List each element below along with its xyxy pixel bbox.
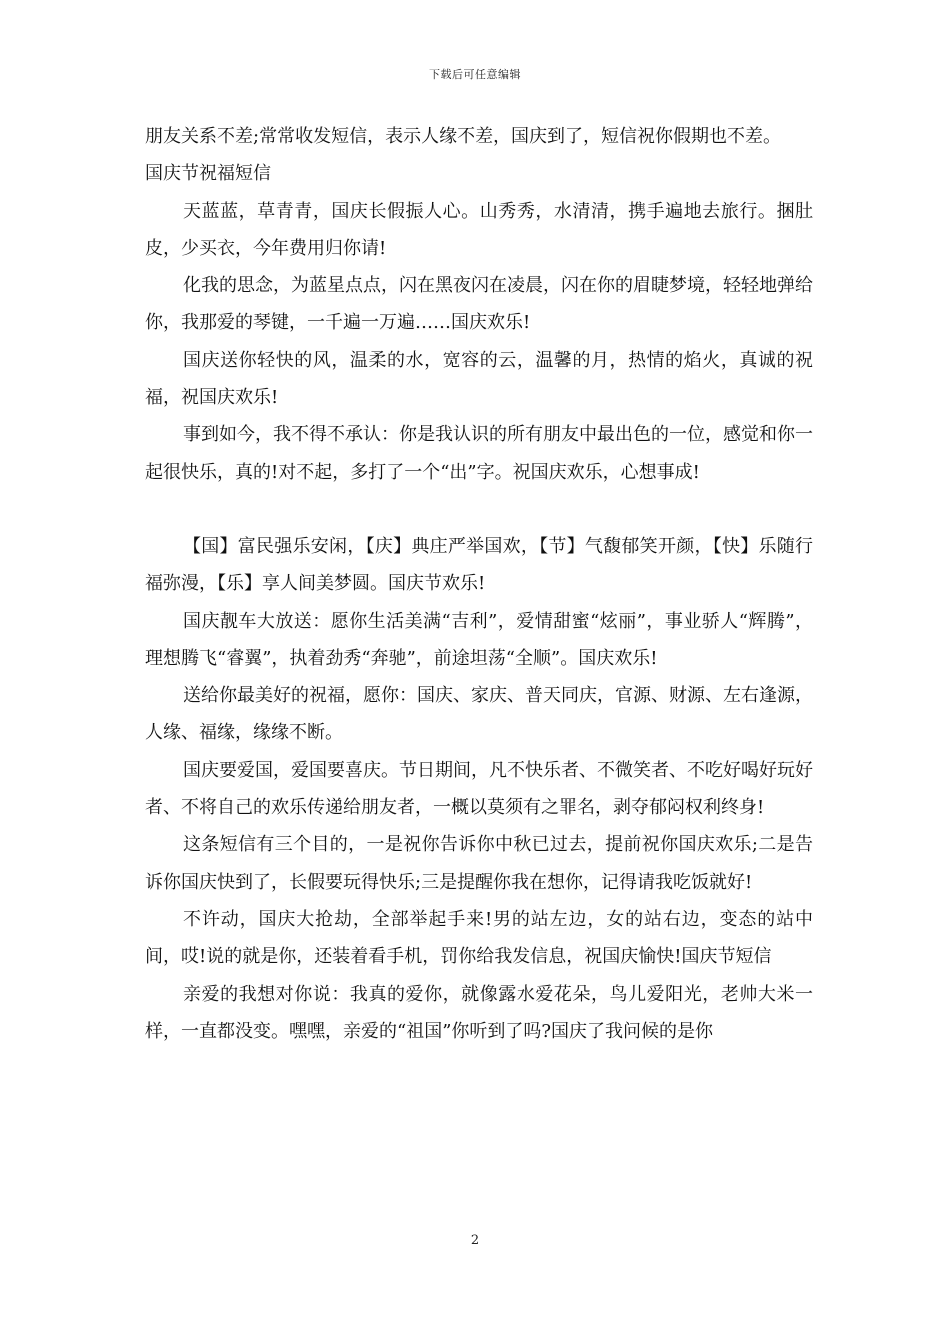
document-body: [145, 118, 813, 1050]
paragraph-8: 【国】富民强乐安闲，【庆】典庄严举国欢，【节】气馥郁笑开颜，【快】乐随行福弥漫，【乐】享人间美梦圆。国庆节欢乐!: [145, 535, 813, 595]
paragraph-12: 这条短信有三个目的，一是祝你告诉你中秋已过去，提前祝你国庆欢乐;二是告诉你国庆快到了，长假要玩得快乐;三是提醒你我在想你，记得请我吃饭就好!: [145, 834, 813, 893]
paragraph-5: 国庆送你轻快的风，温柔的水，宽容的云，温馨的月，热情的焰火，真诚的祝福，祝国庆欢乐!: [145, 349, 813, 409]
paragraph-spacer: [145, 491, 813, 528]
paragraph-1: 朋友关系不差;常常收发短信，表示人缘不差，国庆到了，短信祝你假期也不差。: [145, 126, 782, 147]
paragraph-13: 不许动，国庆大抢劫，全部举起手来!男的站左边，女的站右边，变态的站中间，哎!说的就是你，还装着看手机，罚你给我发信息，祝国庆愉快!国庆节短信: [145, 908, 813, 968]
paragraph-6: 事到如今，我不得不承认：你是我认识的所有朋友中最出色的一位，感觉和你一起很快乐，真的!对不起，多打了一个“出”字。祝国庆欢乐，心想事成!: [145, 424, 813, 483]
paragraph-14: 亲爱的我想对你说：我真的爱你，就像露水爱花朵，鸟儿爱阳光，老帅大米一样，一直都没变。嘿嘿，亲爱的“祖国”你听到了吗?国庆了我问候的是你: [145, 983, 813, 1042]
section-heading: 国庆节祝福短信: [145, 163, 271, 185]
paragraph-10: 送给你最美好的祝福，愿你：国庆、家庆、普天同庆，官源、财源、左右逢源，人缘、福缘，缘缘不断。: [145, 685, 813, 744]
page-number: 2: [470, 1233, 480, 1248]
paragraph-11: 国庆要爱国，爱国要喜庆。节日期间，凡不快乐者、不微笑者、不吃好喝好玩好者、不将自己的欢乐传递给朋友者，一概以莫须有之罪名，剥夺郁闷权利终身!: [145, 759, 813, 819]
paragraph-3: 天蓝蓝，草青青，国庆长假振人心。山秀秀，水清清，携手遍地去旅行。捆肚皮，少买衣，今年费用归你请!: [145, 200, 813, 259]
paragraph-9: 国庆靓车大放送：愿你生活美满“吉利”，爱情甜蜜“炫丽”，事业骄人“辉腾”，理想腾飞“睿翼”，执着劲秀“奔驰”，前途坦荡“全顺”。国庆欢乐!: [145, 610, 813, 669]
page-header: 下载后可任意编辑: [429, 68, 521, 81]
paragraph-4: 化我的思念，为蓝星点点，闪在黑夜闪在凌晨，闪在你的眉睫梦境，轻轻地弹给你，我那爱的琴键，一千遍一万遍……国庆欢乐!: [145, 275, 813, 334]
